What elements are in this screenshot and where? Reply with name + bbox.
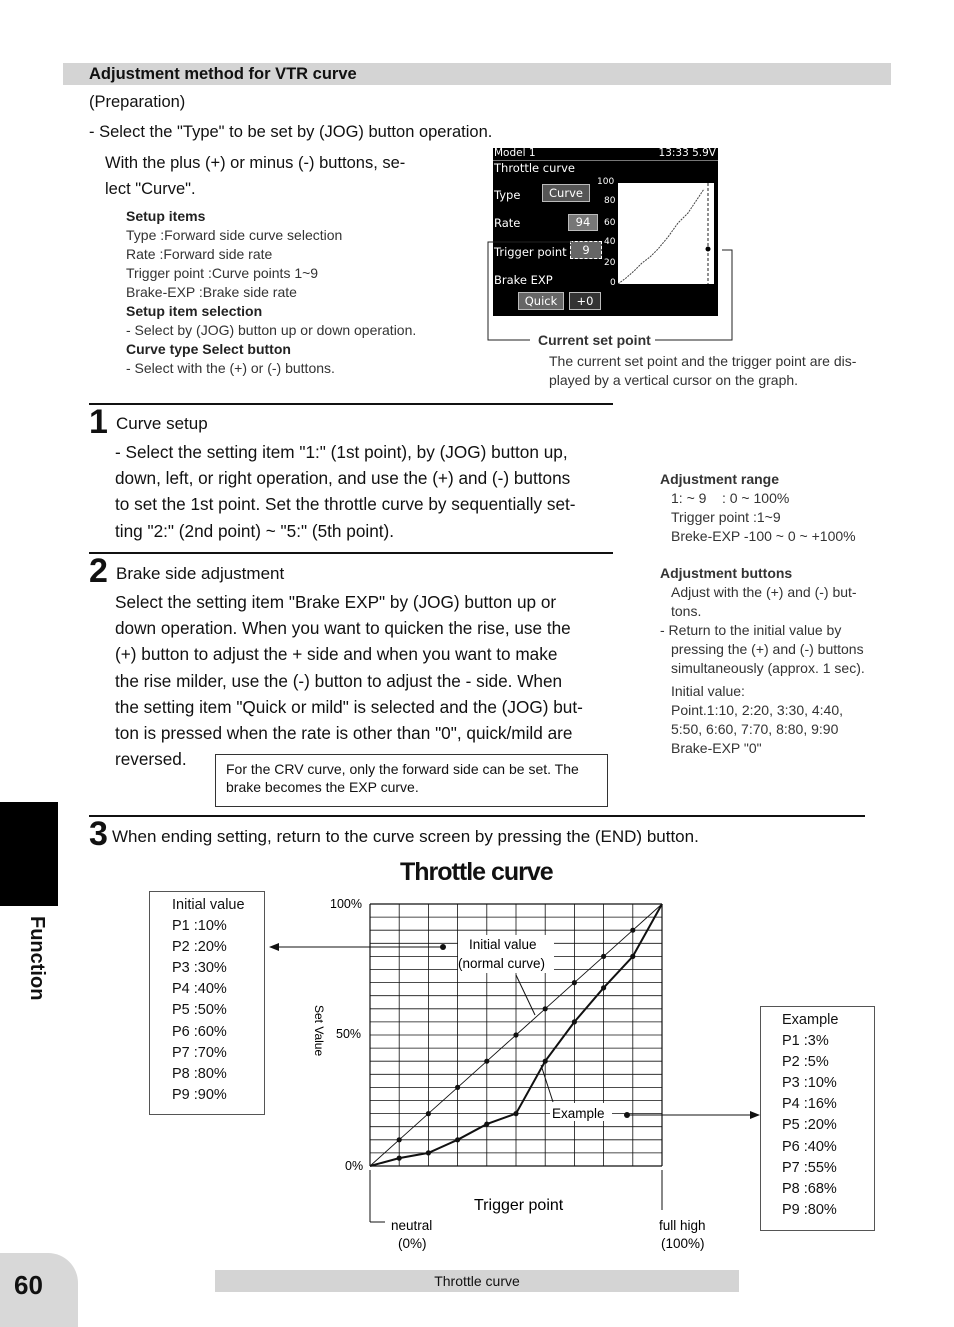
step-2-number: 2 [89, 552, 108, 590]
current-set-point-label: Current set point [538, 332, 651, 348]
initial-curve-point [426, 1111, 431, 1116]
step-3-number: 3 [89, 815, 108, 853]
adjustment-range-line: Breke-EXP -100 ~ 0 ~ +100% [671, 528, 856, 544]
initial-box-line: P2 :20% [172, 939, 227, 956]
step-1-line: - Select the setting item "1:" (1st point), by (JOG) button up, [115, 442, 568, 462]
lcd-tick: 20 [604, 258, 616, 268]
initial-box-line: P1 :10% [172, 918, 227, 935]
initial-curve-point [601, 954, 606, 959]
initial-line: Brake-EXP "0" [671, 740, 762, 756]
initial-box-line: P7 :70% [172, 1044, 227, 1061]
step-2-line: the rise milder, use the (-) button to adjust the - side. When [115, 670, 563, 691]
initial-box-line: P4 :40% [172, 981, 227, 998]
step-2-rule [89, 552, 613, 554]
example-curve-point [455, 1137, 460, 1142]
adjustment-range-heading: Adjustment range [660, 471, 780, 487]
lcd-rate-label: Rate [494, 216, 521, 230]
lcd-tick: 0 [610, 278, 616, 288]
prep-step: - Select the "Type" to be set by (JOG) button operation. [89, 123, 493, 141]
setup-item: Trigger point :Curve points 1~9 [126, 265, 319, 281]
step-1-line: ting "2:" (2nd point) ~ "5:" (5th point). [115, 520, 395, 541]
curve-type-text: - Select with the (+) or (-) buttons. [126, 360, 335, 376]
step-2-line: reversed. [115, 749, 187, 770]
example-box-line: P1 :3% [782, 1033, 829, 1050]
note-line: brake becomes the EXP curve. [226, 779, 419, 795]
step-1-title: Curve setup [116, 414, 208, 433]
lcd-trigger-value[interactable]: 9 [570, 241, 602, 259]
step-2-line: (+) button to adjust the + side and when you want to make [115, 644, 558, 665]
lcd-type-value[interactable]: Curve [542, 184, 590, 202]
example-curve-point [630, 954, 635, 959]
example-box-line: P5 :20% [782, 1117, 837, 1134]
adjustment-range-line: 1: ~ 9 : 0 ~ 100% [671, 490, 790, 506]
selection-text: - Select by (JOG) button up or down operation. [126, 322, 417, 338]
lcd-tick: 80 [604, 196, 616, 206]
adjustment-buttons-line: Adjust with the (+) and (-) but- [671, 584, 857, 600]
example-curve-point [426, 1150, 431, 1155]
example-curve-point [601, 985, 606, 990]
initial-box-line: P5 :50% [172, 1002, 227, 1019]
full-high-value: (100%) [661, 1236, 705, 1251]
initial-box-line: P6 :60% [172, 1023, 227, 1040]
initial-box-line: Initial value [172, 897, 245, 913]
curve-type-heading: Curve type Select button [126, 341, 291, 357]
x-axis-label: Trigger point [474, 1197, 564, 1214]
initial-box-line: P8 :80% [172, 1065, 227, 1082]
lcd-tick: 60 [604, 218, 616, 228]
y-tick-0: 0% [345, 1159, 364, 1173]
example-box-line: P4 :16% [782, 1096, 837, 1113]
lcd-quick-value[interactable]: +0 [569, 292, 601, 310]
example-box-line: P6 :40% [782, 1138, 837, 1155]
prep-detail [105, 150, 465, 202]
step-2-title: Brake side adjustment [116, 564, 285, 583]
lcd-brake-label: Brake EXP [494, 273, 553, 287]
current-set-point-text [549, 352, 889, 390]
page-number: 60 [14, 1270, 43, 1300]
step-3-text: When ending setting, return to the curve screen by pressing the (END) button. [112, 827, 699, 846]
lcd-model: Model 1 [494, 147, 536, 159]
step-3-rule [89, 815, 865, 817]
step-1-line: down, left, or right operation, and use the (+) and (-) buttons [115, 468, 571, 489]
example-box-line: P8 :68% [782, 1180, 837, 1197]
example-curve-point [397, 1156, 402, 1161]
example-curve-point [543, 1059, 548, 1064]
side-tab-label: Function [26, 916, 48, 1001]
example-curve-point [484, 1121, 489, 1126]
initial-line: Point.1:10, 2:20, 3:30, 4:40, [671, 702, 844, 718]
adjustment-buttons-line: tons. [671, 603, 702, 619]
setup-items [126, 207, 486, 378]
full-high-label: full high [659, 1218, 706, 1233]
step-1-rule [89, 403, 613, 405]
adjustment-range-line: Trigger point :1~9 [671, 509, 781, 525]
screen-callout-lines [480, 230, 750, 345]
lcd-title: Throttle curve [494, 161, 575, 175]
example-box-line: P3 :10% [782, 1075, 837, 1092]
reset-line: - Return to the initial value by [660, 622, 842, 638]
step-1-body [115, 439, 613, 544]
prep-detail-line: lect "Curve". [105, 180, 196, 198]
neutral-label: neutral [391, 1218, 433, 1233]
example-curve-point [572, 1019, 577, 1024]
example-callout-label: Example [552, 1106, 605, 1121]
initial-curve-point [513, 1032, 518, 1037]
throttle-curve-chart [0, 880, 954, 1260]
adjustment-buttons-heading: Adjustment buttons [660, 565, 793, 581]
initial-callout-line: (normal curve) [458, 956, 546, 971]
initial-callout-dot [440, 944, 446, 950]
footer-label: Throttle curve [215, 1270, 739, 1292]
initial-box-line: P3 :30% [172, 960, 227, 977]
initial-line: Initial value: [671, 683, 745, 699]
lcd-quick-button[interactable]: Quick [518, 292, 564, 310]
current-set-point-line: played by a vertical cursor on the graph. [549, 372, 799, 388]
figure-title: Throttle curve [400, 858, 553, 886]
lcd-status: 13:33 5.9V [658, 147, 716, 159]
step-2-line: Select the setting item "Brake EXP" by (JOG) button up or [115, 592, 557, 612]
example-callout-leader [541, 1065, 553, 1102]
neutral-value: (0%) [398, 1236, 427, 1251]
lcd-rate-value[interactable]: 94 [568, 214, 598, 231]
initial-curve-point [572, 980, 577, 985]
adjustment-range [660, 470, 885, 546]
setup-item: Brake-EXP :Brake side rate [126, 284, 297, 300]
y-tick-50: 50% [336, 1027, 362, 1041]
example-curve-point [513, 1111, 518, 1116]
step-2-body [115, 589, 613, 772]
setup-item: Type :Forward side curve selection [126, 227, 343, 243]
adjustment-buttons [660, 564, 885, 758]
initial-line: 5:50, 6:60, 7:70, 8:80, 9:90 [671, 721, 839, 737]
setup-items-heading: Setup items [126, 208, 206, 224]
initial-box-line: P9 :90% [172, 1086, 227, 1103]
lcd-tick: 100 [597, 177, 615, 187]
lcd-type-label: Type [494, 188, 521, 202]
selection-heading: Setup item selection [126, 303, 263, 319]
example-box-line: Example [782, 1012, 839, 1028]
initial-curve-point [484, 1059, 489, 1064]
step-2-line: ton is pressed when the rate is other than "0", quick/mild are [115, 723, 573, 744]
step-1-line: to set the 1st point. Set the throttle curve by sequentially set- [115, 494, 576, 515]
example-box-line: P9 :80% [782, 1201, 837, 1218]
reset-line: simultaneously (approx. 1 sec). [671, 660, 865, 676]
lcd-tick: 40 [604, 237, 616, 247]
example-box-line: P7 :55% [782, 1159, 837, 1176]
step-1-number: 1 [89, 403, 108, 441]
initial-curve-point [630, 928, 635, 933]
y-tick-100: 100% [330, 897, 362, 911]
current-set-point-line: The current set point and the trigger point are dis- [549, 353, 857, 369]
initial-curve-point [455, 1085, 460, 1090]
step-2-line: down operation. When you want to quicken the rise, use the [115, 618, 571, 639]
note-box [215, 754, 608, 807]
initial-callout-line: Initial value [469, 937, 537, 952]
note-line: For the CRV curve, only the forward side can be set. The [226, 761, 579, 777]
setup-item: Rate :Forward side rate [126, 246, 273, 262]
initial-curve-point [543, 1006, 548, 1011]
lcd-trigger-label: Trigger point [494, 245, 567, 259]
preparation-label: (Preparation) [89, 93, 186, 111]
reset-line: pressing the (+) and (-) buttons [671, 641, 864, 657]
example-box-line: P2 :5% [782, 1054, 829, 1071]
prep-detail-line: With the plus (+) or minus (-) buttons, se- [105, 154, 406, 172]
y-axis-label: Set Value [312, 1005, 326, 1057]
section-title: Adjustment method for VTR curve [89, 65, 357, 83]
initial-curve-point [397, 1137, 402, 1142]
step-2-line: the setting item "Quick or mild" is selected and the (JOG) but- [115, 696, 583, 717]
